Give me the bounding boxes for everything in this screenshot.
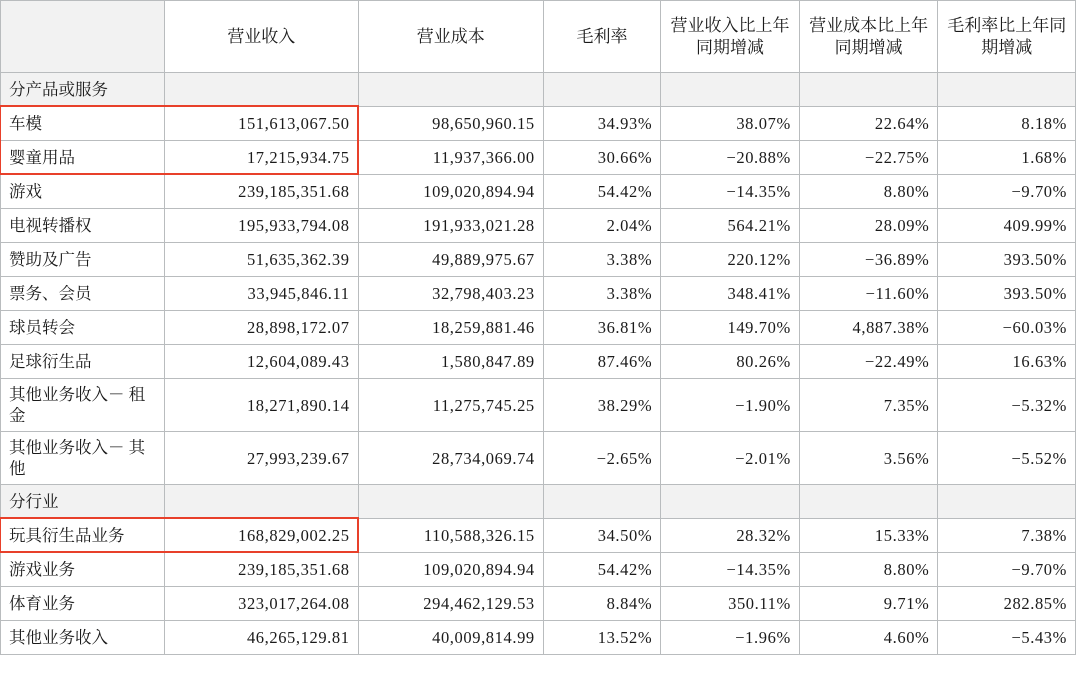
cell-revenue-yoy: −1.96%: [661, 621, 800, 655]
cell-cost-yoy: −22.75%: [799, 141, 938, 175]
row-label: 游戏: [1, 175, 165, 209]
cell-revenue-yoy: 350.11%: [661, 587, 800, 621]
cell-revenue-yoy: −20.88%: [661, 141, 800, 175]
cell-cost-yoy: 9.71%: [799, 587, 938, 621]
table-row: [1, 243, 1076, 277]
column-header-6: 毛利率比上年同期增减: [938, 1, 1076, 73]
cell-margin-yoy: −5.43%: [938, 621, 1076, 655]
cell-gross-margin: 3.38%: [543, 243, 660, 277]
cell-gross-margin: −2.65%: [543, 432, 660, 485]
section-blank-cell: [938, 73, 1076, 107]
column-header-4: 营业收入比上年同期增减: [661, 1, 800, 73]
cell-revenue-yoy: −14.35%: [661, 175, 800, 209]
cell-margin-yoy: −9.70%: [938, 175, 1076, 209]
cell-revenue: 27,993,239.67: [165, 432, 359, 485]
cell-margin-yoy: −5.32%: [938, 379, 1076, 432]
cell-revenue-yoy: −2.01%: [661, 432, 800, 485]
cell-gross-margin: 13.52%: [543, 621, 660, 655]
cell-gross-margin: 8.84%: [543, 587, 660, 621]
cell-cost: 40,009,814.99: [358, 621, 543, 655]
section-blank-cell: [799, 485, 938, 519]
cell-cost: 109,020,894.94: [358, 553, 543, 587]
cell-cost: 49,889,975.67: [358, 243, 543, 277]
cell-cost-yoy: 8.80%: [799, 175, 938, 209]
cell-revenue: 239,185,351.68: [165, 175, 359, 209]
section-blank-cell: [165, 485, 359, 519]
cell-revenue-yoy: −14.35%: [661, 553, 800, 587]
cell-gross-margin: 2.04%: [543, 209, 660, 243]
cell-revenue: 28,898,172.07: [165, 311, 359, 345]
table-row: [1, 553, 1076, 587]
cell-gross-margin: 3.38%: [543, 277, 660, 311]
cell-revenue: 18,271,890.14: [165, 379, 359, 432]
cell-cost: 294,462,129.53: [358, 587, 543, 621]
table-body: [1, 1, 1076, 655]
cell-revenue: 46,265,129.81: [165, 621, 359, 655]
row-label: 足球衍生品: [1, 345, 165, 379]
cell-margin-yoy: −60.03%: [938, 311, 1076, 345]
cell-margin-yoy: 16.63%: [938, 345, 1076, 379]
cell-margin-yoy: 282.85%: [938, 587, 1076, 621]
cell-cost-yoy: 28.09%: [799, 209, 938, 243]
row-label: 游戏业务: [1, 553, 165, 587]
cell-cost-yoy: −22.49%: [799, 345, 938, 379]
section-blank-cell: [165, 73, 359, 107]
section-blank-cell: [543, 73, 660, 107]
cell-gross-margin: 36.81%: [543, 311, 660, 345]
cell-cost: 1,580,847.89: [358, 345, 543, 379]
table-row: [1, 432, 1076, 485]
cell-cost: 28,734,069.74: [358, 432, 543, 485]
table-row: [1, 175, 1076, 209]
cell-margin-yoy: 7.38%: [938, 519, 1076, 553]
cell-gross-margin: 30.66%: [543, 141, 660, 175]
row-label: 票务、会员: [1, 277, 165, 311]
table-row: [1, 277, 1076, 311]
cell-gross-margin: 54.42%: [543, 553, 660, 587]
row-label: 其他业务收入－ 其他: [1, 432, 165, 485]
cell-revenue-yoy: 348.41%: [661, 277, 800, 311]
cell-revenue: 168,829,002.25: [165, 519, 359, 553]
cell-revenue: 33,945,846.11: [165, 277, 359, 311]
column-header-3: 毛利率: [543, 1, 660, 73]
table-row: [1, 311, 1076, 345]
cell-cost: 98,650,960.15: [358, 107, 543, 141]
row-label: 电视转播权: [1, 209, 165, 243]
cell-margin-yoy: 393.50%: [938, 243, 1076, 277]
table-row: [1, 519, 1076, 553]
cell-margin-yoy: 409.99%: [938, 209, 1076, 243]
cell-cost-yoy: 15.33%: [799, 519, 938, 553]
cell-cost: 110,588,326.15: [358, 519, 543, 553]
row-label: 玩具衍生品业务: [1, 519, 165, 553]
cell-cost: 11,275,745.25: [358, 379, 543, 432]
cell-margin-yoy: 393.50%: [938, 277, 1076, 311]
cell-margin-yoy: −9.70%: [938, 553, 1076, 587]
row-label: 婴童用品: [1, 141, 165, 175]
section-title: 分产品或服务: [1, 73, 165, 107]
cell-cost-yoy: 8.80%: [799, 553, 938, 587]
section-header-row: [1, 485, 1076, 519]
cell-revenue-yoy: 564.21%: [661, 209, 800, 243]
cell-revenue: 323,017,264.08: [165, 587, 359, 621]
cell-cost-yoy: −36.89%: [799, 243, 938, 277]
row-label: 车模: [1, 107, 165, 141]
cell-gross-margin: 38.29%: [543, 379, 660, 432]
column-header-5: 营业成本比上年同期增减: [799, 1, 938, 73]
cell-gross-margin: 34.50%: [543, 519, 660, 553]
cell-revenue-yoy: 220.12%: [661, 243, 800, 277]
column-header-2: 营业成本: [358, 1, 543, 73]
section-blank-cell: [358, 485, 543, 519]
cell-revenue-yoy: 149.70%: [661, 311, 800, 345]
column-header-1: 营业收入: [165, 1, 359, 73]
table-header-row: [1, 1, 1076, 73]
row-label: 其他业务收入－ 租金: [1, 379, 165, 432]
cell-cost-yoy: 4.60%: [799, 621, 938, 655]
table-row: [1, 107, 1076, 141]
cell-cost-yoy: 7.35%: [799, 379, 938, 432]
table-row: [1, 621, 1076, 655]
cell-cost: 109,020,894.94: [358, 175, 543, 209]
section-header-row: [1, 73, 1076, 107]
table-row: [1, 587, 1076, 621]
cell-margin-yoy: 1.68%: [938, 141, 1076, 175]
table-row: [1, 141, 1076, 175]
cell-cost-yoy: −11.60%: [799, 277, 938, 311]
cell-gross-margin: 34.93%: [543, 107, 660, 141]
cell-revenue: 151,613,067.50: [165, 107, 359, 141]
cell-margin-yoy: 8.18%: [938, 107, 1076, 141]
row-label: 体育业务: [1, 587, 165, 621]
table-row: [1, 379, 1076, 432]
row-label: 球员转会: [1, 311, 165, 345]
row-label: 其他业务收入: [1, 621, 165, 655]
cell-cost-yoy: 4,887.38%: [799, 311, 938, 345]
table-corner-cell: [1, 1, 165, 73]
cell-cost-yoy: 22.64%: [799, 107, 938, 141]
cell-revenue: 239,185,351.68: [165, 553, 359, 587]
section-blank-cell: [543, 485, 660, 519]
cell-cost: 18,259,881.46: [358, 311, 543, 345]
section-blank-cell: [358, 73, 543, 107]
row-label: 赞助及广告: [1, 243, 165, 277]
table-row: [1, 345, 1076, 379]
cell-revenue-yoy: −1.90%: [661, 379, 800, 432]
cell-revenue: 12,604,089.43: [165, 345, 359, 379]
section-blank-cell: [661, 73, 800, 107]
cell-revenue: 195,933,794.08: [165, 209, 359, 243]
section-blank-cell: [938, 485, 1076, 519]
cell-gross-margin: 54.42%: [543, 175, 660, 209]
cell-revenue-yoy: 28.32%: [661, 519, 800, 553]
cell-cost: 191,933,021.28: [358, 209, 543, 243]
cell-revenue-yoy: 38.07%: [661, 107, 800, 141]
cell-revenue: 17,215,934.75: [165, 141, 359, 175]
cell-revenue-yoy: 80.26%: [661, 345, 800, 379]
section-blank-cell: [799, 73, 938, 107]
cell-cost: 11,937,366.00: [358, 141, 543, 175]
cell-cost: 32,798,403.23: [358, 277, 543, 311]
table-row: [1, 209, 1076, 243]
section-title: 分行业: [1, 485, 165, 519]
cell-revenue: 51,635,362.39: [165, 243, 359, 277]
cell-margin-yoy: −5.52%: [938, 432, 1076, 485]
cell-cost-yoy: 3.56%: [799, 432, 938, 485]
cell-gross-margin: 87.46%: [543, 345, 660, 379]
section-blank-cell: [661, 485, 800, 519]
